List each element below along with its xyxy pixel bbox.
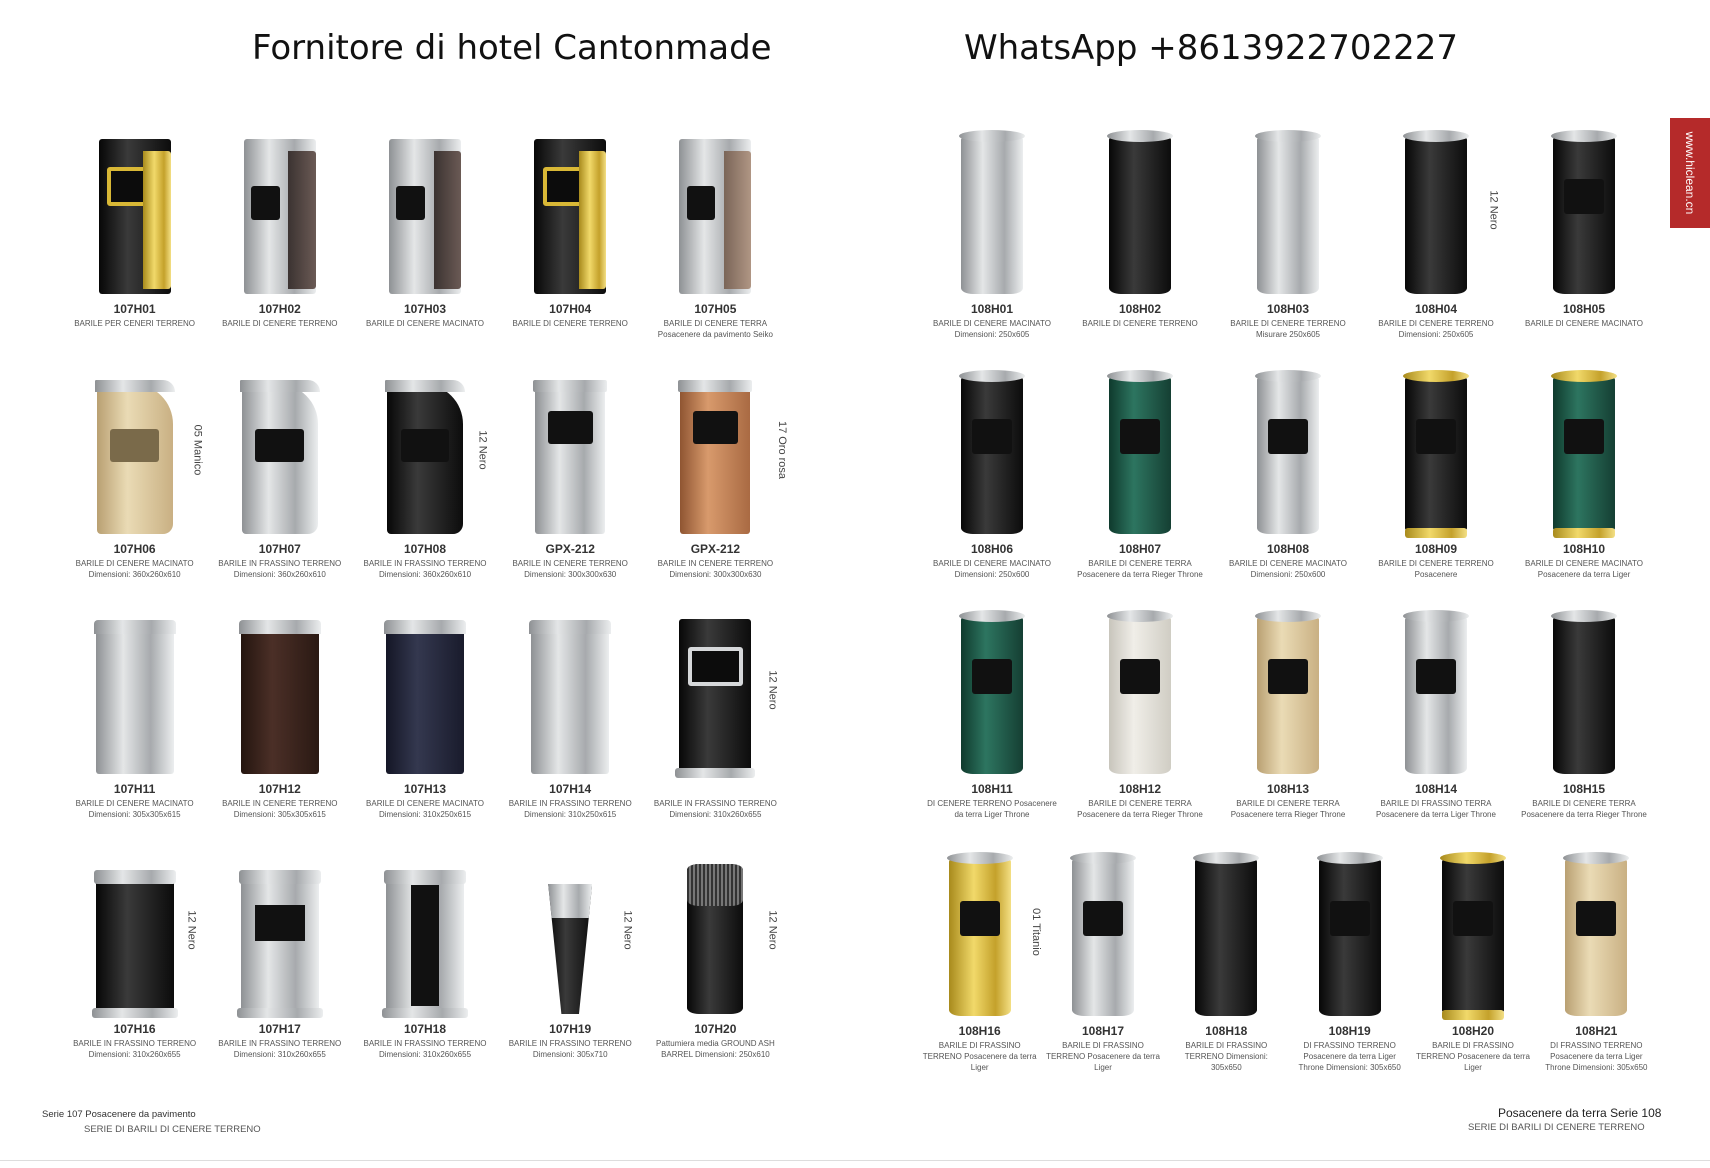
- product-image: [548, 884, 592, 1014]
- product-image: [241, 874, 319, 1014]
- waste-opening: [972, 659, 1012, 694]
- product-image-area: [1288, 848, 1411, 1016]
- ashtray-top: [1403, 610, 1469, 622]
- waste-opening: [1416, 419, 1456, 454]
- waste-opening: [548, 411, 593, 444]
- color-finish-label: 12 Nero: [476, 430, 489, 470]
- footer-series-107: Serie 107 Posacenere da pavimento: [42, 1109, 196, 1120]
- product-card: [643, 598, 788, 838]
- ashtray-top: [1440, 852, 1506, 864]
- product-card: [1214, 358, 1362, 598]
- product-code: 108H15: [1562, 782, 1606, 796]
- product-code: 108H12: [1118, 782, 1162, 796]
- product-card: [1066, 118, 1214, 358]
- mesh-top: [687, 864, 743, 906]
- product-code: 107H07: [258, 542, 301, 556]
- pyramid-lid: [239, 620, 321, 634]
- waste-opening: [1268, 419, 1308, 454]
- product-card: [498, 838, 643, 1078]
- waste-opening: [1120, 419, 1160, 454]
- product-image: [1257, 134, 1319, 294]
- waste-opening: [396, 186, 425, 220]
- product-image-area: [1362, 366, 1510, 534]
- ashtray-top: [1107, 370, 1173, 382]
- pyramid-lid: [529, 620, 611, 634]
- product-code: 107H11: [113, 782, 156, 796]
- color-finish-label: 01 Titanio: [1029, 908, 1042, 956]
- product-description: DI FRASSINO TERRENO Posacenere da terra Liger Throne Dimensioni: 305x650: [1545, 1041, 1648, 1072]
- product-description: DI FRASSINO TERRENO Posacenere da terra Liger Throne Dimensioni: 305x650: [1298, 1041, 1401, 1072]
- product-card: [643, 838, 788, 1078]
- product-image-area: [643, 846, 788, 1014]
- product-image: [242, 384, 318, 534]
- black-center-stripe: [255, 905, 305, 941]
- product-description: BARILE IN FRASSINO TERRENO Dimensioni: 305x710: [508, 1039, 632, 1059]
- product-image: [1565, 856, 1627, 1016]
- ashtray-tray: [239, 870, 321, 884]
- whatsapp-contact: WhatsApp +8613922702227: [964, 28, 1458, 68]
- product-image: [531, 624, 609, 774]
- product-image: [241, 624, 319, 774]
- product-code: 107H12: [258, 782, 301, 796]
- product-card: [1510, 598, 1658, 838]
- series-107-grid: [62, 118, 788, 1078]
- product-card: [1362, 358, 1510, 598]
- product-image-area: [1066, 366, 1214, 534]
- ashtray-top: [1551, 130, 1617, 142]
- product-image-area: [1214, 366, 1362, 534]
- ashtray-top: [1255, 610, 1321, 622]
- product-code: 107H04: [549, 302, 592, 316]
- angled-ashtray: [548, 884, 592, 918]
- product-image-area: [1214, 126, 1362, 294]
- product-card: [207, 838, 352, 1078]
- product-image: [679, 619, 751, 774]
- stone-side-panel: [434, 151, 461, 289]
- ashtray-top: [1317, 852, 1383, 864]
- product-image: [1072, 856, 1134, 1016]
- product-image: [961, 374, 1023, 534]
- product-code: 107H06: [113, 542, 156, 556]
- product-description: BARILE DI CENERE TERRA Posacenere da terra Rieger Throne: [1077, 559, 1203, 579]
- waste-opening: [693, 411, 738, 444]
- product-image-area: [643, 126, 788, 294]
- product-code: 107H02: [258, 302, 301, 316]
- product-card: [643, 118, 788, 358]
- product-card: [207, 598, 352, 838]
- ashtray-top: [1255, 370, 1321, 382]
- product-description: BARILE DI CENERE MACINATO: [1525, 319, 1643, 328]
- product-card: [498, 358, 643, 598]
- product-image-area: [498, 606, 643, 774]
- product-card: [207, 358, 352, 598]
- steel-window-frame: [688, 647, 743, 686]
- product-card: [1165, 840, 1288, 1080]
- waste-opening: [1453, 901, 1493, 936]
- product-code: 107H01: [113, 302, 156, 316]
- product-image-area: [1041, 848, 1164, 1016]
- product-image-area: [207, 366, 352, 534]
- ashtray-top: [1551, 370, 1617, 382]
- product-image-area: [498, 366, 643, 534]
- product-code: 108H18: [1205, 1024, 1248, 1038]
- product-image: [687, 864, 743, 1014]
- product-code: 108H14: [1414, 782, 1458, 796]
- waste-opening: [1330, 901, 1370, 936]
- ashtray-top: [1107, 610, 1173, 622]
- product-image: [535, 384, 605, 534]
- steel-base: [237, 1008, 323, 1018]
- product-card: [1066, 598, 1214, 838]
- product-image-area: [498, 846, 643, 1014]
- product-description: BARILE DI CENERE TERRA Posacenere da pavimento Seiko: [657, 319, 773, 339]
- product-image-area: [207, 126, 352, 294]
- product-card: [1214, 118, 1362, 358]
- ashtray-top: [1403, 370, 1469, 382]
- product-image-area: [352, 366, 497, 534]
- steel-base: [92, 1008, 178, 1018]
- product-image-area: [918, 606, 1066, 774]
- product-description: BARILE IN FRASSINO TERRENO Dimensioni: 360x260x610: [218, 559, 342, 579]
- product-code: 108H17: [1081, 1024, 1125, 1038]
- product-image: [1442, 856, 1504, 1016]
- product-description: BARILE DI CENERE MACINATO Posacenere da terra Liger: [1525, 559, 1643, 579]
- product-image: [1553, 134, 1615, 294]
- product-image: [680, 384, 750, 534]
- pyramid-lid: [384, 620, 466, 634]
- ashtray-top: [95, 380, 175, 392]
- product-description: BARILE IN CENERE TERRENO Dimensioni: 305x305x615: [222, 799, 338, 819]
- product-description: BARILE IN FRASSINO TERRENO Dimensioni: 310x260x655: [363, 1039, 487, 1059]
- product-image-area: [1510, 606, 1658, 774]
- waste-opening: [972, 419, 1012, 454]
- waste-opening: [255, 429, 304, 462]
- ashtray-top: [1070, 852, 1136, 864]
- ashtray-tray: [94, 870, 176, 884]
- product-code: 107H17: [258, 1022, 301, 1036]
- product-code: 108H06: [970, 542, 1014, 556]
- ashtray-top: [1193, 852, 1259, 864]
- product-card: [1041, 840, 1164, 1080]
- product-code: 107H19: [549, 1022, 592, 1036]
- product-description: Pattumiera media GROUND ASH BARREL Dimensioni: 250x610: [656, 1039, 775, 1059]
- waste-opening: [251, 186, 280, 220]
- product-code: 108H07: [1118, 542, 1162, 556]
- product-card: [1535, 840, 1658, 1080]
- product-image: [1319, 856, 1381, 1016]
- product-description: BARILE DI CENERE MACINATO Dimensioni: 250x600: [933, 559, 1051, 579]
- waste-opening: [110, 429, 159, 462]
- product-code: 108H08: [1266, 542, 1310, 556]
- product-card: [1411, 840, 1534, 1080]
- waste-opening: [1416, 659, 1456, 694]
- ashtray-top: [1563, 852, 1629, 864]
- product-card: [918, 358, 1066, 598]
- product-description: BARILE DI CENERE MACINATO Dimensioni: 250x605: [933, 319, 1051, 339]
- product-description: BARILE DI CENERE TERRA Posacenere da terra Rieger Throne: [1521, 799, 1647, 819]
- footer-series-108-subtitle: SERIE DI BARILI DI CENERE TERRENO: [1468, 1122, 1645, 1133]
- product-code: 107H13: [403, 782, 447, 796]
- series-108-grid: [918, 118, 1658, 838]
- waste-opening: [1564, 179, 1604, 214]
- color-finish-label: 12 Nero: [766, 670, 779, 710]
- product-card: [918, 840, 1041, 1080]
- gold-base-ring: [1405, 528, 1467, 538]
- product-description: BARILE DI CENERE TERRENO Misurare 250x605: [1230, 319, 1346, 339]
- product-description: BARILE IN CENERE TERRENO Dimensioni: 300x300x630: [512, 559, 628, 579]
- color-finish-label: 12 Nero: [185, 910, 198, 950]
- product-card: [1362, 598, 1510, 838]
- waste-opening: [1564, 419, 1604, 454]
- product-image-area: [1362, 126, 1510, 294]
- bottom-divider: [0, 1160, 1710, 1161]
- ashtray-top: [959, 130, 1025, 142]
- product-description: BARILE IN FRASSINO TERRENO Dimensioni: 310x250x615: [508, 799, 632, 819]
- product-description: BARILE DI CENERE TERRENO: [512, 319, 628, 328]
- product-image-area: [1214, 606, 1362, 774]
- product-description: DI CENERE TERRENO Posacenere da terra Liger Throne: [927, 799, 1057, 819]
- waste-opening: [1576, 901, 1616, 936]
- gold-side-panel: [143, 151, 170, 289]
- series-108-grid-last-row: [918, 840, 1658, 1080]
- ashtray-top: [385, 380, 465, 392]
- brown-side-panel: [724, 151, 751, 289]
- product-card: [643, 358, 788, 598]
- product-description: BARILE DI FRASSINO TERRENO Dimensioni: 305x650: [1184, 1041, 1268, 1072]
- ashtray-top: [1107, 130, 1173, 142]
- ashtray-top: [1255, 130, 1321, 142]
- product-description: BARILE IN FRASSINO TERRENO Dimensioni: 310x260x655: [73, 1039, 197, 1059]
- ashtray-top: [1551, 610, 1617, 622]
- product-image-area: [1362, 606, 1510, 774]
- ashtray-top: [959, 610, 1025, 622]
- product-card: [1066, 358, 1214, 598]
- product-code: 108H09: [1414, 542, 1458, 556]
- product-card: [352, 118, 497, 358]
- product-description: BARILE IN FRASSINO TERRENO Dimensioni: 310x260x655: [653, 799, 777, 819]
- product-image-area: [918, 848, 1041, 1016]
- product-code: 107H08: [403, 542, 447, 556]
- product-image-area: [1165, 848, 1288, 1016]
- product-card: [1214, 598, 1362, 838]
- product-image-area: [1510, 126, 1658, 294]
- footer-series-108: Posacenere da terra Serie 108: [1498, 1106, 1662, 1120]
- catalog-title-left: Fornitore di hotel Cantonmade: [252, 28, 772, 68]
- product-image-area: [1510, 366, 1658, 534]
- waste-opening: [401, 429, 450, 462]
- ashtray-top: [678, 380, 752, 392]
- product-image: [387, 384, 463, 534]
- product-image-area: [62, 846, 207, 1014]
- product-image-area: [352, 126, 497, 294]
- product-code: 107H20: [694, 1022, 737, 1036]
- product-card: [352, 358, 497, 598]
- ashtray-tray: [384, 870, 466, 884]
- product-image-area: [1535, 848, 1658, 1016]
- product-image: [1109, 134, 1171, 294]
- steel-base: [675, 768, 755, 778]
- product-image: [1257, 374, 1319, 534]
- product-image: [1553, 614, 1615, 774]
- pyramid-lid: [94, 620, 176, 634]
- product-description: BARILE DI CENERE MACINATO Dimensioni: 310x250x615: [366, 799, 484, 819]
- product-description: BARILE DI CENERE TERRA Posacenere da terra Rieger Throne: [1077, 799, 1203, 819]
- product-code: 107H05: [694, 302, 737, 316]
- product-description: BARILE DI CENERE TERRENO: [1082, 319, 1198, 328]
- product-image-area: [643, 606, 788, 774]
- product-description: BARILE DI FRASSINO TERRENO Posacenere da terra Liger: [1046, 1041, 1160, 1072]
- product-description: BARILE DI CENERE MACINATO Dimensioni: 250x600: [1229, 559, 1347, 579]
- gold-base-ring: [1442, 1010, 1504, 1020]
- product-image-area: [918, 126, 1066, 294]
- product-description: BARILE PER CENERI TERRENO: [74, 319, 195, 328]
- product-description: BARILE DI FRASSINO TERRENO Posacenere da terra Liger: [1416, 1041, 1530, 1072]
- product-card: [1362, 118, 1510, 358]
- product-code: 108H16: [958, 1024, 1001, 1038]
- product-code: GPX-212: [690, 542, 741, 556]
- product-image: [679, 139, 751, 294]
- product-image: [1257, 614, 1319, 774]
- product-image-area: [918, 366, 1066, 534]
- product-card: [1288, 840, 1411, 1080]
- color-finish-label: 12 Nero: [1488, 190, 1501, 230]
- product-description: BARILE DI CENERE MACINATO: [366, 319, 484, 328]
- product-card: [62, 838, 207, 1078]
- product-description: BARILE IN FRASSINO TERRENO Dimensioni: 310x260x655: [218, 1039, 342, 1059]
- product-code: 108H02: [1118, 302, 1162, 316]
- product-card: [352, 598, 497, 838]
- product-image: [534, 139, 606, 294]
- product-description: BARILE DI CENERE MACINATO Dimensioni: 305x305x615: [75, 799, 194, 819]
- product-image-area: [62, 366, 207, 534]
- product-description: BARILE DI CENERE TERRENO: [222, 319, 338, 328]
- waste-opening: [960, 901, 1000, 936]
- ashtray-top: [1403, 130, 1469, 142]
- product-image: [961, 134, 1023, 294]
- product-image: [1405, 134, 1467, 294]
- product-code: 108H19: [1328, 1024, 1371, 1038]
- product-image: [1195, 856, 1257, 1016]
- product-image: [1405, 614, 1467, 774]
- product-card: [352, 838, 497, 1078]
- product-image-area: [207, 846, 352, 1014]
- product-code: 108H05: [1562, 302, 1606, 316]
- product-image: [386, 624, 464, 774]
- product-image: [1553, 374, 1615, 534]
- product-code: 107H14: [549, 782, 592, 796]
- product-description: BARILE IN CENERE TERRENO Dimensioni: 300x300x630: [657, 559, 774, 579]
- waste-opening: [687, 186, 716, 220]
- steel-base: [382, 1008, 468, 1018]
- product-image: [961, 614, 1023, 774]
- color-finish-label: 05 Manico: [191, 424, 204, 476]
- product-image: [1109, 374, 1171, 534]
- waste-opening: [1083, 901, 1123, 936]
- product-image-area: [643, 366, 788, 534]
- product-card: [62, 118, 207, 358]
- footer-series-107-subtitle: SERIE DI BARILI DI CENERE TERRENO: [84, 1124, 261, 1135]
- product-code: 108H04: [1414, 302, 1458, 316]
- product-image-area: [62, 606, 207, 774]
- product-code: 108H11: [971, 782, 1013, 796]
- product-image: [96, 874, 174, 1014]
- product-card: [498, 598, 643, 838]
- product-card: [918, 118, 1066, 358]
- product-card: [207, 118, 352, 358]
- product-image-area: [352, 846, 497, 1014]
- product-image: [96, 624, 174, 774]
- product-card: [498, 118, 643, 358]
- product-image: [244, 139, 316, 294]
- product-code: GPX-212: [545, 542, 595, 556]
- product-description: BARILE IN FRASSINO TERRENO Dimensioni: 360x260x610: [363, 559, 487, 579]
- color-finish-label: 17 Oro rosa: [776, 420, 789, 480]
- product-image-area: [1066, 606, 1214, 774]
- gold-base-ring: [1553, 528, 1615, 538]
- gold-side-panel: [579, 151, 606, 289]
- color-finish-label: 12 Nero: [621, 910, 634, 950]
- product-image-area: [207, 606, 352, 774]
- product-code: 107H03: [403, 302, 447, 316]
- product-description: BARILE DI CENERE TERRENO Dimensioni: 250x605: [1378, 319, 1494, 339]
- product-image: [1109, 614, 1171, 774]
- ashtray-top: [240, 380, 320, 392]
- product-code: 108H13: [1266, 782, 1310, 796]
- waste-opening: [1268, 659, 1308, 694]
- product-description: BARILE DI CENERE TERRA Posacenere terra Rieger Throne: [1230, 799, 1346, 819]
- waste-opening: [1120, 659, 1160, 694]
- product-code: 107H16: [113, 1022, 156, 1036]
- product-image: [949, 856, 1011, 1016]
- product-card: [62, 598, 207, 838]
- product-image: [389, 139, 461, 294]
- product-card: [1510, 118, 1658, 358]
- product-image: [99, 139, 171, 294]
- ashtray-top: [959, 370, 1025, 382]
- color-finish-label: 12 Nero: [766, 910, 779, 950]
- product-image: [1405, 374, 1467, 534]
- product-image-area: [352, 606, 497, 774]
- stone-side-panel: [288, 151, 315, 289]
- product-code: 108H01: [970, 302, 1014, 316]
- product-image: [386, 874, 464, 1014]
- product-description: BARILE DI FRASSINO TERRENO Posacenere da terra Liger: [922, 1041, 1037, 1072]
- ashtray-top: [533, 380, 607, 392]
- ashtray-top: [947, 852, 1013, 864]
- product-card: [1510, 358, 1658, 598]
- product-code: 108H03: [1266, 302, 1310, 316]
- product-code: 107H18: [403, 1022, 447, 1036]
- product-code: 108H21: [1575, 1024, 1618, 1038]
- product-card: [62, 358, 207, 598]
- black-center-stripe: [411, 885, 439, 1005]
- website-label: www.hiclean.cn: [1683, 131, 1697, 215]
- product-card: [918, 598, 1066, 838]
- product-description: BARILE DI CENERE MACINATO Dimensioni: 360x260x610: [75, 559, 194, 579]
- product-description: BARILE DI CENERE TERRENO Posacenere: [1378, 559, 1494, 579]
- product-image-area: [62, 126, 207, 294]
- product-image-area: [1411, 848, 1534, 1016]
- product-code: 108H10: [1562, 542, 1606, 556]
- product-image: [97, 384, 173, 534]
- website-tab: [1670, 118, 1710, 228]
- product-description: BARILE DI FRASSINO TERRA Posacenere da terra Liger Throne: [1376, 799, 1496, 819]
- product-image-area: [498, 126, 643, 294]
- product-code: 108H20: [1451, 1024, 1495, 1038]
- product-image-area: [1066, 126, 1214, 294]
